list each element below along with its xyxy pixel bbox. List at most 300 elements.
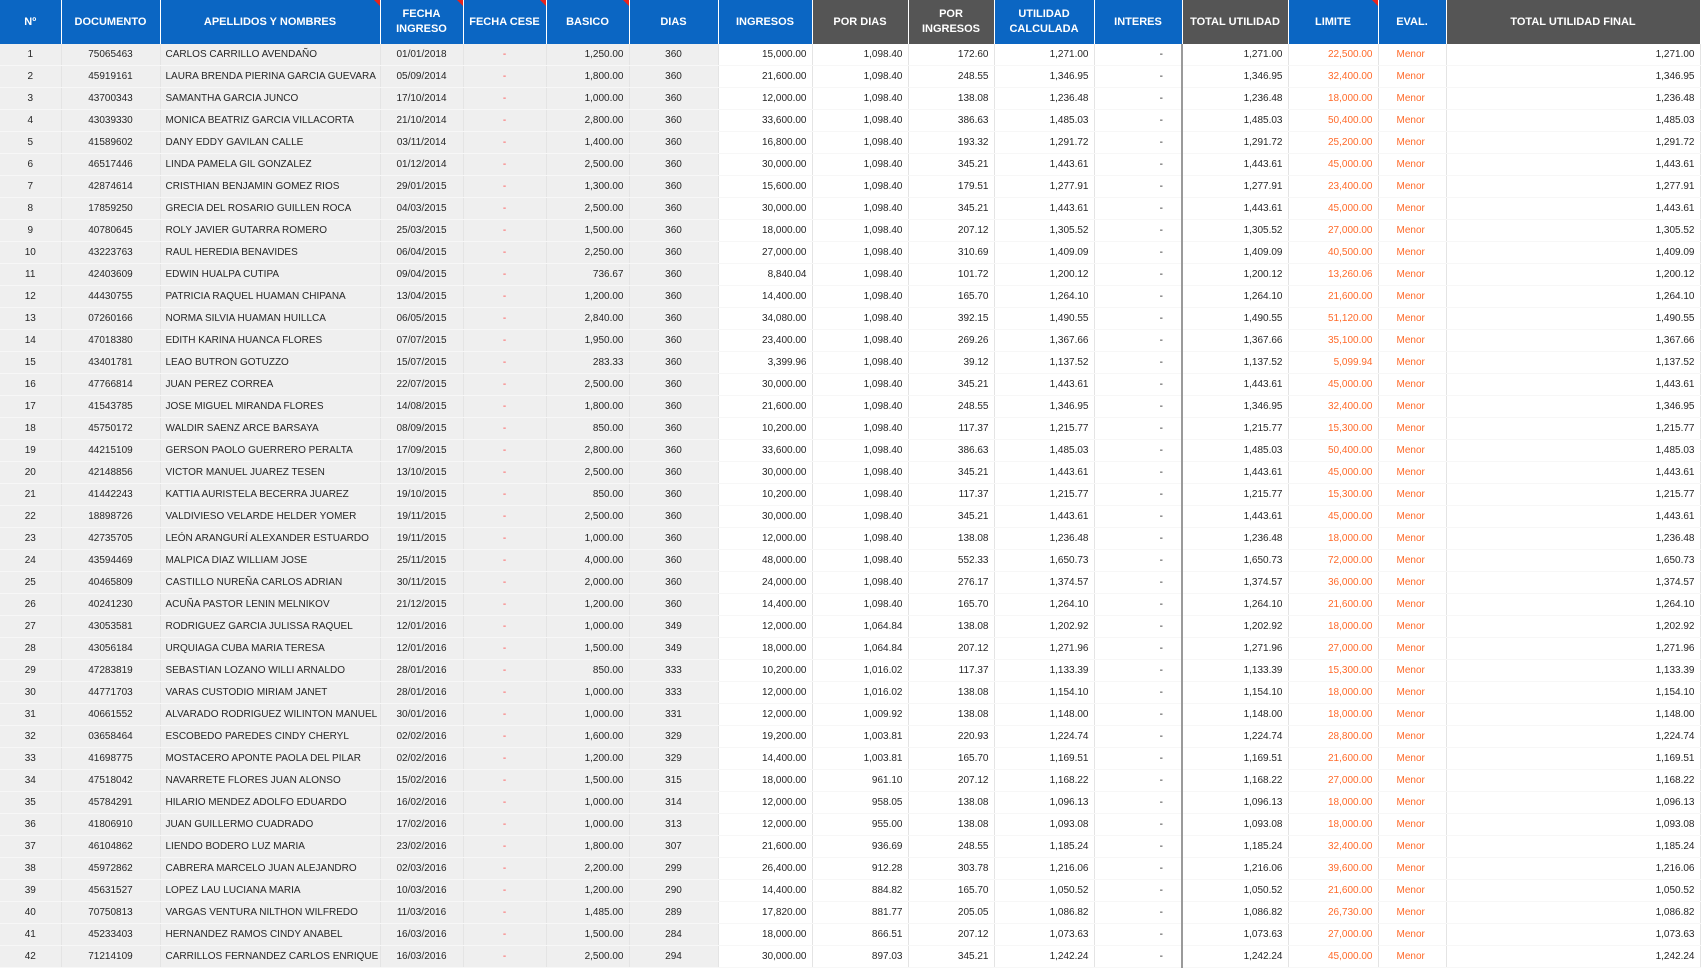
cell-por-dias[interactable]: 1,098.40 [812, 176, 908, 198]
cell-interes[interactable]: - [1094, 176, 1182, 198]
cell-limite[interactable]: 27,000.00 [1288, 638, 1378, 660]
cell-documento[interactable]: 42874614 [61, 176, 160, 198]
cell-utilidad-calculada[interactable]: 1,169.51 [994, 748, 1094, 770]
cell-por-dias[interactable]: 1,098.40 [812, 462, 908, 484]
col-header-fecha-cese[interactable] [463, 0, 546, 44]
cell-fecha-ingreso[interactable]: 10/03/2016 [380, 880, 463, 902]
cell-eval[interactable]: Menor [1378, 836, 1446, 858]
cell-dias[interactable]: 360 [629, 308, 718, 330]
cell-dias[interactable]: 360 [629, 594, 718, 616]
cell-interes[interactable]: - [1094, 308, 1182, 330]
cell-interes[interactable]: - [1094, 638, 1182, 660]
cell-no[interactable]: 5 [0, 132, 61, 154]
cell-limite[interactable]: 13,260.06 [1288, 264, 1378, 286]
cell-fecha-ingreso[interactable]: 16/03/2016 [380, 924, 463, 946]
cell-limite[interactable]: 18,000.00 [1288, 704, 1378, 726]
cell-por-dias[interactable]: 897.03 [812, 946, 908, 968]
cell-nombre[interactable]: ESCOBEDO PAREDES CINDY CHERYL [160, 726, 380, 748]
cell-limite[interactable]: 45,000.00 [1288, 462, 1378, 484]
cell-eval[interactable]: Menor [1378, 308, 1446, 330]
cell-no[interactable]: 30 [0, 682, 61, 704]
cell-por-dias[interactable]: 884.82 [812, 880, 908, 902]
cell-por-ingresos[interactable]: 248.55 [908, 836, 994, 858]
cell-basico[interactable]: 1,500.00 [546, 220, 629, 242]
cell-total-utilidad[interactable]: 1,305.52 [1182, 220, 1288, 242]
cell-fecha-ingreso[interactable]: 01/12/2014 [380, 154, 463, 176]
cell-total-utilidad-final[interactable]: 1,137.52 [1446, 352, 1700, 374]
cell-fecha-ingreso[interactable]: 29/01/2015 [380, 176, 463, 198]
cell-ingresos[interactable]: 18,000.00 [718, 924, 812, 946]
cell-no[interactable]: 21 [0, 484, 61, 506]
cell-dias[interactable]: 299 [629, 858, 718, 880]
cell-interes[interactable]: - [1094, 924, 1182, 946]
cell-limite[interactable]: 26,730.00 [1288, 902, 1378, 924]
cell-total-utilidad-final[interactable]: 1,200.12 [1446, 264, 1700, 286]
cell-utilidad-calculada[interactable]: 1,443.61 [994, 374, 1094, 396]
cell-total-utilidad-final[interactable]: 1,224.74 [1446, 726, 1700, 748]
cell-por-ingresos[interactable]: 552.33 [908, 550, 994, 572]
cell-utilidad-calculada[interactable]: 1,096.13 [994, 792, 1094, 814]
cell-ingresos[interactable]: 3,399.96 [718, 352, 812, 374]
cell-por-dias[interactable]: 958.05 [812, 792, 908, 814]
cell-fecha-ingreso[interactable]: 17/02/2016 [380, 814, 463, 836]
cell-eval[interactable]: Menor [1378, 726, 1446, 748]
cell-total-utilidad-final[interactable]: 1,086.82 [1446, 902, 1700, 924]
cell-utilidad-calculada[interactable]: 1,264.10 [994, 286, 1094, 308]
cell-basico[interactable]: 1,500.00 [546, 924, 629, 946]
cell-fecha-ingreso[interactable]: 25/03/2015 [380, 220, 463, 242]
cell-utilidad-calculada[interactable]: 1,305.52 [994, 220, 1094, 242]
cell-fecha-ingreso[interactable]: 15/07/2015 [380, 352, 463, 374]
cell-basico[interactable]: 850.00 [546, 418, 629, 440]
cell-utilidad-calculada[interactable]: 1,086.82 [994, 902, 1094, 924]
cell-dias[interactable]: 360 [629, 396, 718, 418]
cell-total-utilidad[interactable]: 1,443.61 [1182, 154, 1288, 176]
cell-utilidad-calculada[interactable]: 1,490.55 [994, 308, 1094, 330]
cell-no[interactable]: 9 [0, 220, 61, 242]
cell-nombre[interactable]: SEBASTIAN LOZANO WILLI ARNALDO [160, 660, 380, 682]
cell-eval[interactable]: Menor [1378, 66, 1446, 88]
cell-ingresos[interactable]: 21,600.00 [718, 66, 812, 88]
cell-total-utilidad[interactable]: 1,346.95 [1182, 66, 1288, 88]
cell-dias[interactable]: 360 [629, 484, 718, 506]
cell-utilidad-calculada[interactable]: 1,374.57 [994, 572, 1094, 594]
cell-ingresos[interactable]: 19,200.00 [718, 726, 812, 748]
cell-nombre[interactable]: CRISTHIAN BENJAMIN GOMEZ RIOS [160, 176, 380, 198]
cell-por-ingresos[interactable]: 39.12 [908, 352, 994, 374]
cell-basico[interactable]: 736.67 [546, 264, 629, 286]
cell-documento[interactable]: 45233403 [61, 924, 160, 946]
cell-no[interactable]: 34 [0, 770, 61, 792]
cell-fecha-cese[interactable]: - [463, 704, 546, 726]
cell-interes[interactable]: - [1094, 440, 1182, 462]
cell-interes[interactable]: - [1094, 44, 1182, 66]
cell-limite[interactable]: 23,400.00 [1288, 176, 1378, 198]
cell-fecha-ingreso[interactable]: 02/02/2016 [380, 748, 463, 770]
cell-utilidad-calculada[interactable]: 1,485.03 [994, 110, 1094, 132]
cell-dias[interactable]: 315 [629, 770, 718, 792]
cell-por-ingresos[interactable]: 138.08 [908, 88, 994, 110]
cell-por-ingresos[interactable]: 165.70 [908, 594, 994, 616]
cell-no[interactable]: 23 [0, 528, 61, 550]
cell-por-ingresos[interactable]: 310.69 [908, 242, 994, 264]
cell-por-ingresos[interactable]: 345.21 [908, 506, 994, 528]
cell-utilidad-calculada[interactable]: 1,409.09 [994, 242, 1094, 264]
cell-por-dias[interactable]: 1,098.40 [812, 66, 908, 88]
cell-no[interactable]: 15 [0, 352, 61, 374]
cell-limite[interactable]: 36,000.00 [1288, 572, 1378, 594]
cell-no[interactable]: 13 [0, 308, 61, 330]
cell-limite[interactable]: 15,300.00 [1288, 660, 1378, 682]
cell-total-utilidad[interactable]: 1,200.12 [1182, 264, 1288, 286]
cell-eval[interactable]: Menor [1378, 902, 1446, 924]
cell-total-utilidad[interactable]: 1,168.22 [1182, 770, 1288, 792]
cell-ingresos[interactable]: 30,000.00 [718, 946, 812, 968]
cell-por-dias[interactable]: 1,098.40 [812, 440, 908, 462]
cell-utilidad-calculada[interactable]: 1,443.61 [994, 506, 1094, 528]
cell-total-utilidad[interactable]: 1,236.48 [1182, 88, 1288, 110]
cell-dias[interactable]: 313 [629, 814, 718, 836]
cell-fecha-cese[interactable]: - [463, 330, 546, 352]
cell-dias[interactable]: 314 [629, 792, 718, 814]
cell-limite[interactable]: 18,000.00 [1288, 88, 1378, 110]
cell-no[interactable]: 40 [0, 902, 61, 924]
cell-nombre[interactable]: CABRERA MARCELO JUAN ALEJANDRO [160, 858, 380, 880]
cell-limite[interactable]: 45,000.00 [1288, 946, 1378, 968]
cell-por-ingresos[interactable]: 117.37 [908, 484, 994, 506]
cell-por-ingresos[interactable]: 117.37 [908, 418, 994, 440]
cell-fecha-ingreso[interactable]: 17/09/2015 [380, 440, 463, 462]
cell-eval[interactable]: Menor [1378, 110, 1446, 132]
cell-nombre[interactable]: RODRIGUEZ GARCIA JULISSA RAQUEL [160, 616, 380, 638]
cell-por-ingresos[interactable]: 220.93 [908, 726, 994, 748]
col-header-documento[interactable] [61, 0, 160, 44]
cell-utilidad-calculada[interactable]: 1,367.66 [994, 330, 1094, 352]
cell-basico[interactable]: 1,400.00 [546, 132, 629, 154]
col-header-limite[interactable] [1288, 0, 1378, 44]
cell-por-ingresos[interactable]: 138.08 [908, 616, 994, 638]
cell-documento[interactable]: 44771703 [61, 682, 160, 704]
cell-no[interactable]: 33 [0, 748, 61, 770]
cell-fecha-ingreso[interactable]: 13/10/2015 [380, 462, 463, 484]
cell-total-utilidad-final[interactable]: 1,374.57 [1446, 572, 1700, 594]
cell-basico[interactable]: 2,500.00 [546, 946, 629, 968]
cell-fecha-cese[interactable]: - [463, 198, 546, 220]
cell-por-ingresos[interactable]: 101.72 [908, 264, 994, 286]
cell-ingresos[interactable]: 10,200.00 [718, 418, 812, 440]
cell-limite[interactable]: 32,400.00 [1288, 836, 1378, 858]
cell-eval[interactable]: Menor [1378, 220, 1446, 242]
cell-fecha-cese[interactable]: - [463, 440, 546, 462]
cell-por-ingresos[interactable]: 269.26 [908, 330, 994, 352]
cell-fecha-cese[interactable]: - [463, 770, 546, 792]
cell-fecha-cese[interactable]: - [463, 484, 546, 506]
cell-interes[interactable]: - [1094, 330, 1182, 352]
cell-ingresos[interactable]: 15,000.00 [718, 44, 812, 66]
cell-basico[interactable]: 1,000.00 [546, 792, 629, 814]
cell-nombre[interactable]: MOSTACERO APONTE PAOLA DEL PILAR [160, 748, 380, 770]
cell-por-dias[interactable]: 936.69 [812, 836, 908, 858]
cell-nombre[interactable]: VICTOR MANUEL JUAREZ TESEN [160, 462, 380, 484]
cell-eval[interactable]: Menor [1378, 858, 1446, 880]
cell-ingresos[interactable]: 21,600.00 [718, 836, 812, 858]
cell-por-dias[interactable]: 1,098.40 [812, 154, 908, 176]
cell-documento[interactable]: 07260166 [61, 308, 160, 330]
cell-ingresos[interactable]: 48,000.00 [718, 550, 812, 572]
cell-dias[interactable]: 360 [629, 242, 718, 264]
cell-total-utilidad[interactable]: 1,264.10 [1182, 286, 1288, 308]
cell-utilidad-calculada[interactable]: 1,277.91 [994, 176, 1094, 198]
cell-dias[interactable]: 360 [629, 352, 718, 374]
cell-por-ingresos[interactable]: 165.70 [908, 748, 994, 770]
cell-fecha-cese[interactable]: - [463, 924, 546, 946]
cell-limite[interactable]: 22,500.00 [1288, 44, 1378, 66]
cell-documento[interactable]: 75065463 [61, 44, 160, 66]
cell-por-dias[interactable]: 1,098.40 [812, 220, 908, 242]
cell-no[interactable]: 19 [0, 440, 61, 462]
cell-interes[interactable]: - [1094, 132, 1182, 154]
cell-por-ingresos[interactable]: 138.08 [908, 528, 994, 550]
cell-eval[interactable]: Menor [1378, 462, 1446, 484]
cell-fecha-cese[interactable]: - [463, 594, 546, 616]
cell-no[interactable]: 16 [0, 374, 61, 396]
cell-utilidad-calculada[interactable]: 1,050.52 [994, 880, 1094, 902]
cell-basico[interactable]: 2,000.00 [546, 572, 629, 594]
cell-documento[interactable]: 43039330 [61, 110, 160, 132]
cell-fecha-ingreso[interactable]: 21/10/2014 [380, 110, 463, 132]
cell-fecha-cese[interactable]: - [463, 660, 546, 682]
cell-ingresos[interactable]: 26,400.00 [718, 858, 812, 880]
cell-por-ingresos[interactable]: 172.60 [908, 44, 994, 66]
cell-limite[interactable]: 32,400.00 [1288, 66, 1378, 88]
cell-total-utilidad-final[interactable]: 1,215.77 [1446, 418, 1700, 440]
cell-interes[interactable]: - [1094, 836, 1182, 858]
cell-nombre[interactable]: JOSE MIGUEL MIRANDA FLORES [160, 396, 380, 418]
cell-eval[interactable]: Menor [1378, 528, 1446, 550]
cell-por-dias[interactable]: 1,064.84 [812, 638, 908, 660]
cell-basico[interactable]: 1,950.00 [546, 330, 629, 352]
cell-nombre[interactable]: NAVARRETE FLORES JUAN ALONSO [160, 770, 380, 792]
cell-total-utilidad-final[interactable]: 1,367.66 [1446, 330, 1700, 352]
cell-no[interactable]: 12 [0, 286, 61, 308]
cell-nombre[interactable]: NORMA SILVIA HUAMAN HUILLCA [160, 308, 380, 330]
cell-por-dias[interactable]: 1,098.40 [812, 132, 908, 154]
cell-por-ingresos[interactable]: 386.63 [908, 440, 994, 462]
cell-dias[interactable]: 289 [629, 902, 718, 924]
cell-por-ingresos[interactable]: 138.08 [908, 792, 994, 814]
cell-por-dias[interactable]: 1,003.81 [812, 726, 908, 748]
cell-interes[interactable]: - [1094, 528, 1182, 550]
cell-documento[interactable]: 44215109 [61, 440, 160, 462]
cell-eval[interactable]: Menor [1378, 242, 1446, 264]
cell-nombre[interactable]: KATTIA AURISTELA BECERRA JUAREZ [160, 484, 380, 506]
cell-interes[interactable]: - [1094, 506, 1182, 528]
cell-fecha-cese[interactable]: - [463, 308, 546, 330]
cell-total-utilidad-final[interactable]: 1,346.95 [1446, 396, 1700, 418]
cell-basico[interactable]: 1,800.00 [546, 66, 629, 88]
cell-por-dias[interactable]: 1,098.40 [812, 572, 908, 594]
cell-total-utilidad-final[interactable]: 1,443.61 [1446, 506, 1700, 528]
cell-fecha-cese[interactable]: - [463, 132, 546, 154]
cell-documento[interactable]: 42148856 [61, 462, 160, 484]
cell-documento[interactable]: 47518042 [61, 770, 160, 792]
cell-dias[interactable]: 329 [629, 726, 718, 748]
cell-fecha-cese[interactable]: - [463, 176, 546, 198]
cell-total-utilidad[interactable]: 1,374.57 [1182, 572, 1288, 594]
cell-utilidad-calculada[interactable]: 1,236.48 [994, 88, 1094, 110]
cell-basico[interactable]: 1,250.00 [546, 44, 629, 66]
cell-total-utilidad[interactable]: 1,215.77 [1182, 418, 1288, 440]
cell-documento[interactable]: 46104862 [61, 836, 160, 858]
comment-marker-icon[interactable] [374, 0, 380, 6]
cell-interes[interactable]: - [1094, 484, 1182, 506]
cell-fecha-cese[interactable]: - [463, 374, 546, 396]
cell-no[interactable]: 31 [0, 704, 61, 726]
cell-total-utilidad[interactable]: 1,443.61 [1182, 374, 1288, 396]
cell-limite[interactable]: 50,400.00 [1288, 440, 1378, 462]
cell-ingresos[interactable]: 18,000.00 [718, 638, 812, 660]
cell-documento[interactable]: 41698775 [61, 748, 160, 770]
cell-por-dias[interactable]: 961.10 [812, 770, 908, 792]
cell-total-utilidad-final[interactable]: 1,133.39 [1446, 660, 1700, 682]
col-header-ingresos[interactable] [718, 0, 812, 44]
cell-nombre[interactable]: ALVARADO RODRIGUEZ WILINTON MANUEL [160, 704, 380, 726]
cell-documento[interactable]: 43056184 [61, 638, 160, 660]
cell-interes[interactable]: - [1094, 748, 1182, 770]
cell-por-dias[interactable]: 1,098.40 [812, 286, 908, 308]
cell-total-utilidad[interactable]: 1,073.63 [1182, 924, 1288, 946]
cell-documento[interactable]: 41442243 [61, 484, 160, 506]
cell-nombre[interactable]: VARGAS VENTURA NILTHON WILFREDO [160, 902, 380, 924]
cell-eval[interactable]: Menor [1378, 924, 1446, 946]
cell-nombre[interactable]: RAUL HEREDIA BENAVIDES [160, 242, 380, 264]
cell-fecha-cese[interactable]: - [463, 462, 546, 484]
cell-fecha-ingreso[interactable]: 02/02/2016 [380, 726, 463, 748]
cell-limite[interactable]: 27,000.00 [1288, 924, 1378, 946]
col-header-por-dias[interactable] [812, 0, 908, 44]
cell-total-utilidad-final[interactable]: 1,215.77 [1446, 484, 1700, 506]
cell-eval[interactable]: Menor [1378, 682, 1446, 704]
col-header-basico[interactable] [546, 0, 629, 44]
cell-basico[interactable]: 1,500.00 [546, 770, 629, 792]
col-header-por-ingresos[interactable] [908, 0, 994, 44]
cell-por-ingresos[interactable]: 193.32 [908, 132, 994, 154]
cell-ingresos[interactable]: 12,000.00 [718, 682, 812, 704]
cell-por-dias[interactable]: 1,098.40 [812, 330, 908, 352]
cell-no[interactable]: 28 [0, 638, 61, 660]
cell-documento[interactable]: 40465809 [61, 572, 160, 594]
cell-no[interactable]: 3 [0, 88, 61, 110]
cell-documento[interactable]: 40661552 [61, 704, 160, 726]
cell-dias[interactable]: 360 [629, 462, 718, 484]
cell-utilidad-calculada[interactable]: 1,148.00 [994, 704, 1094, 726]
cell-nombre[interactable]: GRECIA DEL ROSARIO GUILLEN ROCA [160, 198, 380, 220]
cell-nombre[interactable]: LOPEZ LAU LUCIANA MARIA [160, 880, 380, 902]
cell-eval[interactable]: Menor [1378, 286, 1446, 308]
cell-utilidad-calculada[interactable]: 1,264.10 [994, 594, 1094, 616]
cell-nombre[interactable]: DANY EDDY GAVILAN CALLE [160, 132, 380, 154]
cell-total-utilidad[interactable]: 1,291.72 [1182, 132, 1288, 154]
cell-por-dias[interactable]: 881.77 [812, 902, 908, 924]
cell-por-dias[interactable]: 1,098.40 [812, 110, 908, 132]
cell-fecha-cese[interactable]: - [463, 638, 546, 660]
cell-fecha-cese[interactable]: - [463, 88, 546, 110]
cell-limite[interactable]: 15,300.00 [1288, 418, 1378, 440]
cell-total-utilidad[interactable]: 1,490.55 [1182, 308, 1288, 330]
cell-ingresos[interactable]: 10,200.00 [718, 660, 812, 682]
cell-nombre[interactable]: ACUÑA PASTOR LENIN MELNIKOV [160, 594, 380, 616]
cell-no[interactable]: 7 [0, 176, 61, 198]
cell-utilidad-calculada[interactable]: 1,236.48 [994, 528, 1094, 550]
cell-interes[interactable]: - [1094, 396, 1182, 418]
cell-dias[interactable]: 360 [629, 66, 718, 88]
cell-total-utilidad-final[interactable]: 1,271.00 [1446, 44, 1700, 66]
cell-por-dias[interactable]: 1,098.40 [812, 550, 908, 572]
cell-nombre[interactable]: SAMANTHA GARCIA JUNCO [160, 88, 380, 110]
cell-no[interactable]: 41 [0, 924, 61, 946]
cell-ingresos[interactable]: 12,000.00 [718, 814, 812, 836]
cell-limite[interactable]: 18,000.00 [1288, 616, 1378, 638]
cell-fecha-cese[interactable]: - [463, 264, 546, 286]
cell-eval[interactable]: Menor [1378, 330, 1446, 352]
cell-documento[interactable]: 40241230 [61, 594, 160, 616]
cell-documento[interactable]: 45972862 [61, 858, 160, 880]
cell-interes[interactable]: - [1094, 462, 1182, 484]
cell-no[interactable]: 26 [0, 594, 61, 616]
cell-por-ingresos[interactable]: 138.08 [908, 704, 994, 726]
cell-interes[interactable]: - [1094, 352, 1182, 374]
cell-no[interactable]: 6 [0, 154, 61, 176]
cell-interes[interactable]: - [1094, 946, 1182, 968]
cell-interes[interactable]: - [1094, 594, 1182, 616]
cell-ingresos[interactable]: 27,000.00 [718, 242, 812, 264]
cell-no[interactable]: 17 [0, 396, 61, 418]
cell-utilidad-calculada[interactable]: 1,168.22 [994, 770, 1094, 792]
cell-total-utilidad-final[interactable]: 1,216.06 [1446, 858, 1700, 880]
cell-utilidad-calculada[interactable]: 1,215.77 [994, 484, 1094, 506]
cell-documento[interactable]: 45631527 [61, 880, 160, 902]
col-header-total-utilidad-final[interactable] [1446, 0, 1700, 44]
cell-nombre[interactable]: ROLY JAVIER GUTARRA ROMERO [160, 220, 380, 242]
cell-interes[interactable]: - [1094, 880, 1182, 902]
cell-basico[interactable]: 1,485.00 [546, 902, 629, 924]
cell-limite[interactable]: 27,000.00 [1288, 770, 1378, 792]
cell-por-dias[interactable]: 1,098.40 [812, 484, 908, 506]
cell-basico[interactable]: 2,800.00 [546, 110, 629, 132]
cell-total-utilidad-final[interactable]: 1,169.51 [1446, 748, 1700, 770]
cell-total-utilidad[interactable]: 1,096.13 [1182, 792, 1288, 814]
cell-basico[interactable]: 1,800.00 [546, 396, 629, 418]
cell-por-ingresos[interactable]: 392.15 [908, 308, 994, 330]
cell-dias[interactable]: 349 [629, 638, 718, 660]
cell-fecha-cese[interactable]: - [463, 616, 546, 638]
cell-total-utilidad-final[interactable]: 1,168.22 [1446, 770, 1700, 792]
cell-limite[interactable]: 21,600.00 [1288, 594, 1378, 616]
cell-basico[interactable]: 1,000.00 [546, 814, 629, 836]
cell-nombre[interactable]: CARLOS CARRILLO AVENDAÑO [160, 44, 380, 66]
cell-dias[interactable]: 360 [629, 572, 718, 594]
cell-eval[interactable]: Menor [1378, 880, 1446, 902]
cell-por-dias[interactable]: 866.51 [812, 924, 908, 946]
cell-basico[interactable]: 4,000.00 [546, 550, 629, 572]
cell-interes[interactable]: - [1094, 660, 1182, 682]
cell-eval[interactable]: Menor [1378, 396, 1446, 418]
cell-documento[interactable]: 42735705 [61, 528, 160, 550]
cell-nombre[interactable]: JUAN GUILLERMO CUADRADO [160, 814, 380, 836]
cell-dias[interactable]: 360 [629, 374, 718, 396]
cell-ingresos[interactable]: 30,000.00 [718, 374, 812, 396]
cell-no[interactable]: 4 [0, 110, 61, 132]
